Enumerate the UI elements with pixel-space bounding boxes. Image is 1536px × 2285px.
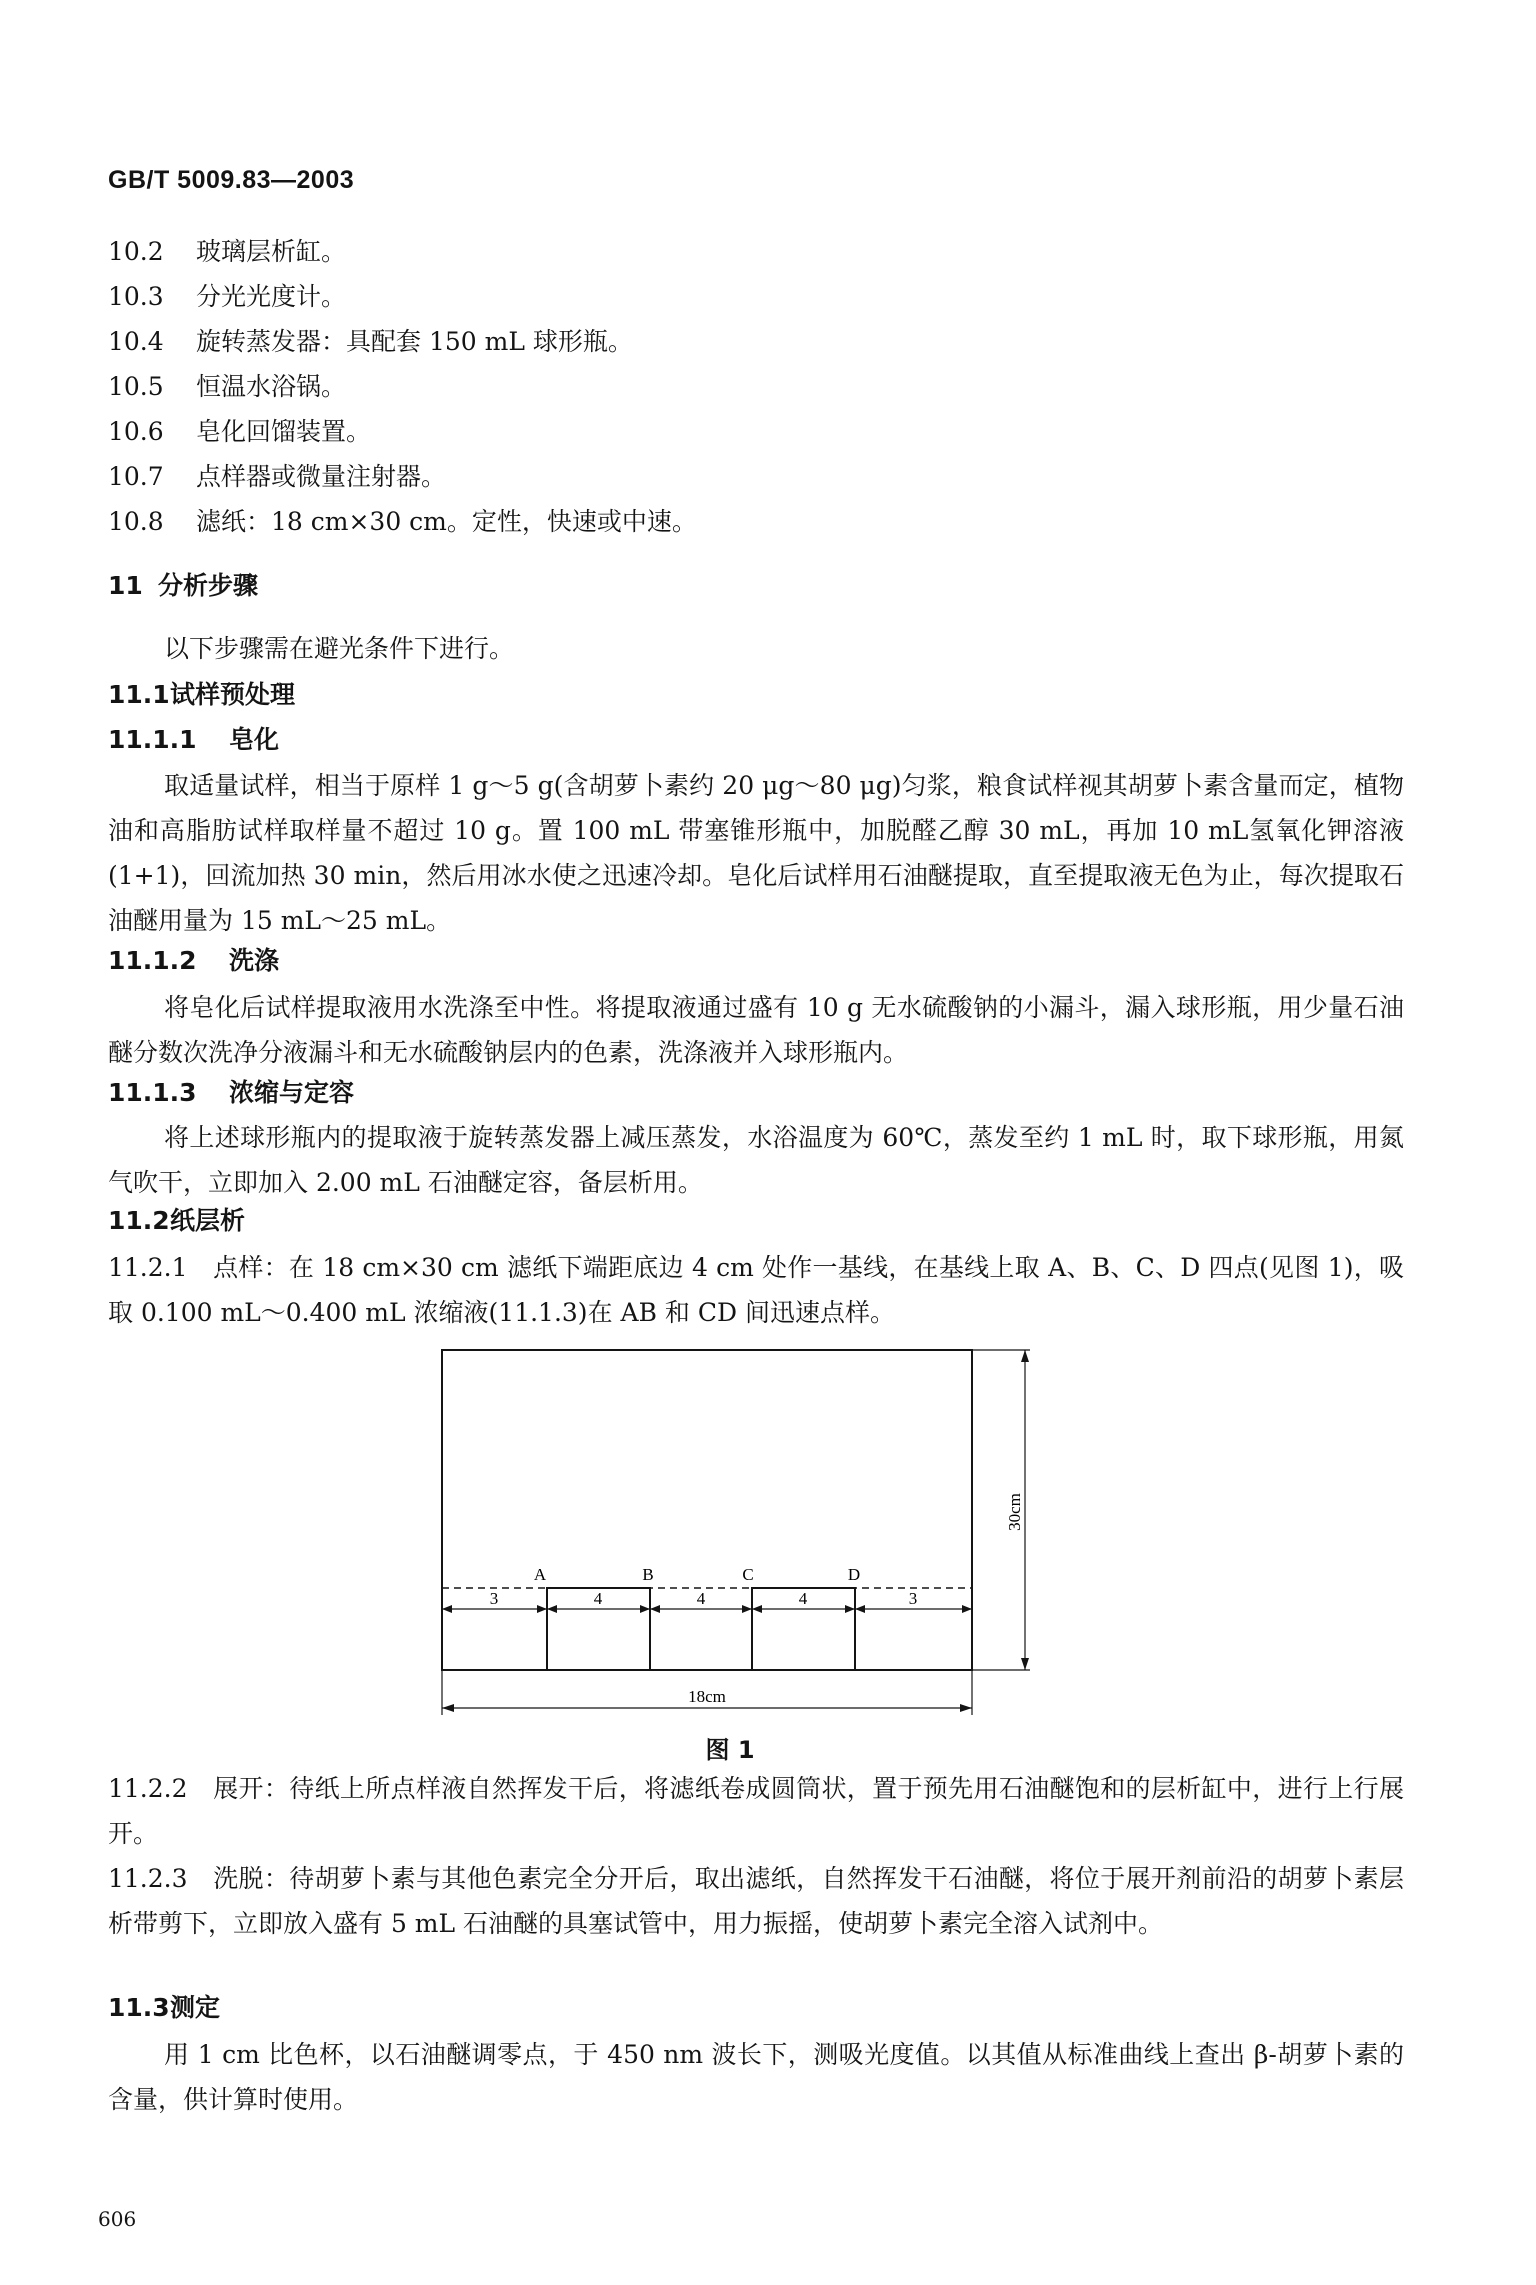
heading-11-1-3: 11.1.3 浓缩与定容 [108,1078,355,1107]
figure-caption: 图 1 [705,1736,755,1764]
figure-1-diagram [430,1340,1070,1740]
list-item: 10.3 分光光度计。 [108,282,347,311]
paragraph-11-2-1: 11.2.1 点样：在 18 cm×30 cm 滤纸下端距底边 4 cm 处作一基线，在基线上取 A、B、C、D 四点(见图 1)，吸取 0.100 mL～0.400 mL 浓缩液(11.1.3)在 AB 和 CD 间迅速点样。 [108,1253,1404,1327]
point-label: C [742,1565,754,1584]
point-label: D [847,1565,861,1584]
width-label: 18cm [688,1687,726,1706]
height-label: 30cm [1005,1493,1024,1531]
heading-11-3: 11.3测定 [108,1993,221,2022]
heading-11-1-1: 11.1.1 皂化 [108,725,280,754]
list-item: 10.5 恒温水浴锅。 [108,372,347,401]
heading-11-1: 11.1试样预处理 [108,680,296,709]
section-heading-11: 11 分析步骤 [108,571,259,600]
segment-label: 3 [489,1589,499,1608]
heading-11-1-2: 11.1.2 洗涤 [108,946,280,975]
page-number: 606 [98,2207,137,2231]
paragraph-11-1-1: 取适量试样，相当于原样 1 g～5 g(含胡萝卜素约 20 μg～80 μg)匀浆，粮食试样视其胡萝卜素含量而定，植物油和高脂肪试样取样量不超过 10 g。置 100 mL 带塞锥形瓶中，加脱醛乙醇 30 mL，再加 10 mL氢氧化钾溶液(1+1)，回流加热 30 min，然后用冰水使之迅速冷却。皂化后试样用石油醚提取，直至提取液无色为止，每次提取石油醚用量为 15 mL～25 mL。 [108,771,1404,935]
segment-label: 4 [798,1589,808,1608]
list-item: 10.6 皂化回馏装置。 [108,417,372,446]
list-item: 10.2 玻璃层析缸。 [108,237,347,266]
paragraph-11-2-3: 11.2.3 洗脱：待胡萝卜素与其他色素完全分开后，取出滤纸，自然挥发干石油醚，将位于展开剂前沿的胡萝卜素层析带剪下，立即放入盛有 5 mL 石油醚的具塞试管中，用力振摇，使胡萝卜素完全溶入试剂中。 [108,1864,1404,1938]
heading-11-2: 11.2纸层析 [108,1206,246,1235]
paragraph-11-3: 用 1 cm 比色杯，以石油醚调零点，于 450 nm 波长下，测吸光度值。以其值从标准曲线上查出 β-胡萝卜素的含量，供计算时使用。 [108,2040,1404,2114]
paragraph-11-1-2: 将皂化后试样提取液用水洗涤至中性。将提取液通过盛有 10 g 无水硫酸钠的小漏斗，漏入球形瓶，用少量石油醚分数次洗净分液漏斗和无水硫酸钠层内的色素，洗涤液并入球形瓶内。 [108,993,1404,1067]
list-item: 10.8 滤纸：18 cm×30 cm。定性，快速或中速。 [108,507,697,536]
list-item: 10.4 旋转蒸发器：具配套 150 mL 球形瓶。 [108,327,633,356]
segment-label: 4 [593,1589,603,1608]
list-item: 10.7 点样器或微量注射器。 [108,462,447,491]
paragraph-11-1-3: 将上述球形瓶内的提取液于旋转蒸发器上减压蒸发，水浴温度为 60℃，蒸发至约 1 mL 时，取下球形瓶，用氮气吹干，立即加入 2.00 mL 石油醚定容，备层析用。 [108,1123,1404,1197]
section-intro: 以下步骤需在避光条件下进行。 [164,634,515,663]
paragraph-11-2-2: 11.2.2 展开：待纸上所点样液自然挥发干后，将滤纸卷成圆筒状，置于预先用石油醚饱和的层析缸中，进行上行展开。 [108,1774,1404,1848]
point-label: A [533,1565,547,1584]
point-label: B [642,1565,654,1584]
segment-label: 3 [908,1589,918,1608]
segment-label: 4 [696,1589,706,1608]
standard-code: GB/T 5009.83—2003 [108,166,355,194]
